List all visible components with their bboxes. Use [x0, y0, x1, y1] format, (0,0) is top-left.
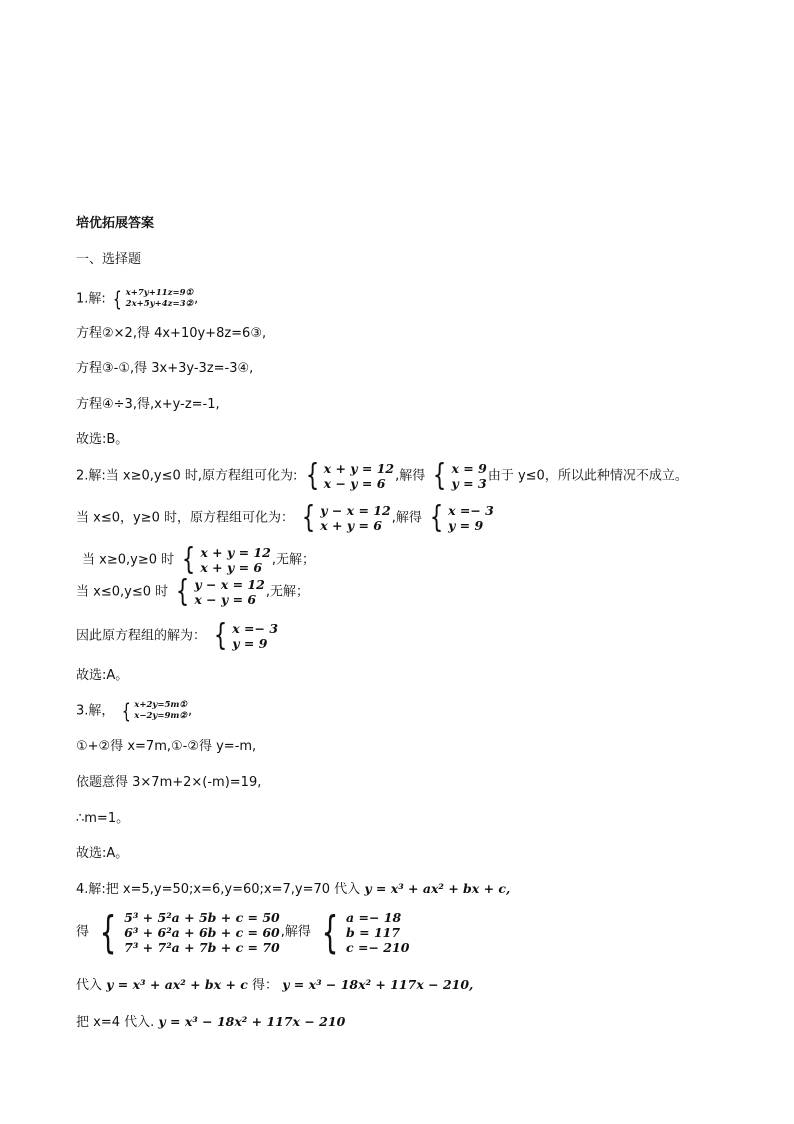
q4-cubic-formula: y = x³ + ax² + bx + c, — [364, 881, 511, 896]
q4-line1: 4.解:把 x=5,y=50;x=6,y=60;x=7,y=70 代入 y = x³ + ax² + bx + c, — [76, 881, 511, 897]
q3-answer: 故选:A。 — [76, 846, 129, 861]
q2-answer: 故选:A。 — [76, 668, 129, 683]
q1-system: { x+7y+11z=9① 2x+5y+4z=3② — [112, 287, 194, 311]
q3-line1: 3.解， { x+2y=5m① x−2y=9m② , — [76, 699, 193, 723]
subsection-heading: 一、选择题 — [76, 252, 142, 267]
q1-eq1: x+7y+11z=9① — [125, 288, 194, 298]
q1-eq2: 2x+5y+4z=3② — [125, 299, 194, 309]
q2-line3: 当 x≥0,y≥0 时 { x + y = 12 x + y = 6 ,无解； — [82, 542, 315, 577]
q1-line3: 方程③-①,得 3x+3y-3z=-3④, — [76, 361, 254, 376]
q2-case2-solution: { x =− 3 y = 9 — [429, 500, 494, 535]
q2-line2: 当 x≤0，y≥0 时，原方程组可化为： { y − x = 12 x + y = 6 ,解得 { x =− 3 y = 9 — [76, 500, 494, 535]
q2-line5: 因此原方程组的解为： { x =− 3 y = 9 — [76, 618, 279, 653]
q3-line4: ∴m=1。 — [76, 811, 130, 826]
q4-system: { 5³ + 5²a + 5b + c = 50 6³ + 6²a + 6b + c = 60 7³ + 7²a + 7b + c = 70 — [99, 906, 280, 958]
q2-case1-system: { x + y = 12 x − y = 6 — [305, 458, 395, 493]
q2-case2-system: { y − x = 12 x + y = 6 — [301, 500, 391, 535]
q3-system: { x+2y=5m① x−2y=9m② — [121, 699, 187, 723]
q3-line2: ①+②得 x=7m,①-②得 y=-m, — [76, 739, 257, 754]
q2-case4-system: { y − x = 12 x − y = 6 — [176, 574, 265, 609]
q2-line1: 2.解:当 x≥0,y≤0 时,原方程组可化为: { x + y = 12 x − y = 6 ,解得 { x = 9 y = 3 由于 y≤0，所以此种情况不成立。 — [76, 458, 688, 493]
q4-line2: 得 { 5³ + 5²a + 5b + c = 50 6³ + 6²a + 6b + c = 60 7³ + 7²a + 7b + c = 70 ,解得 { a =− 18 b = 117 c =− 210 — [76, 906, 410, 958]
q2-case3-system: { x + y = 12 x + y = 6 — [182, 542, 271, 577]
q1-line4: 方程④÷3,得,x+y-z=-1, — [76, 397, 220, 412]
q4-line3: 代入 y = x³ + ax² + bx + c 得： y = x³ − 18x² + 117x − 210, — [76, 977, 474, 993]
q3-line3: 依题意得 3×7m+2×(-m)=19, — [76, 775, 262, 790]
q4-solution: { a =− 18 b = 117 c =− 210 — [321, 906, 410, 958]
q2-case1-solution: { x = 9 y = 3 — [433, 458, 487, 493]
q1-intro: 1.解: — [76, 291, 106, 307]
q1-line2: 方程②×2,得 4x+10y+8z=6③, — [76, 326, 267, 341]
q1-line1: 1.解: { x+7y+11z=9① 2x+5y+4z=3② , — [76, 287, 199, 311]
q2-line4: 当 x≤0,y≤0 时 { y − x = 12 x − y = 6 ,无解； — [76, 574, 309, 609]
q2-final-solution: { x =− 3 y = 9 — [214, 618, 279, 653]
q4-line4: 把 x=4 代入. y = x³ − 18x² + 117x − 210 — [76, 1014, 346, 1030]
section-title: 培优拓展答案 — [76, 216, 155, 231]
q1-answer: 故选:B。 — [76, 432, 129, 447]
